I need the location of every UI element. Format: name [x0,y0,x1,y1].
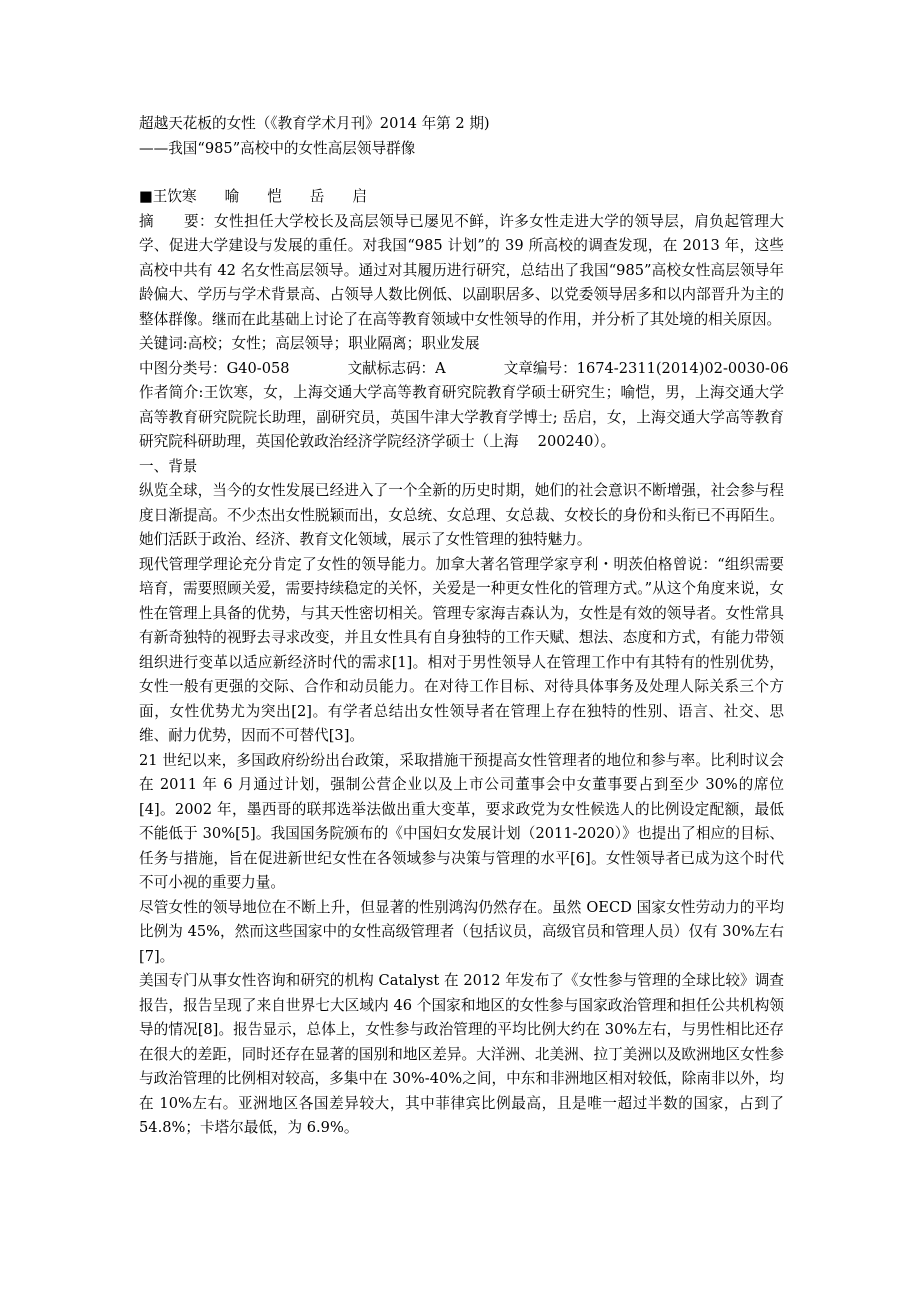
author-name: 喻 [224,188,240,205]
author-line [139,185,784,210]
clc-number: 中图分类号：G40-058 [139,359,290,377]
article-title: 超越天花板的女性（《教育学术月刊》2014 年第 2 期) [139,115,490,132]
body-paragraph: 尽管女性的领导地位在不断上升，但显著的性别鸿沟仍然存在。虽然 OECD 国家女性劳动力的平均比例为 45%，然而这些国家中的女性高级管理者（包括议员，高级官员和管理人员）仅有 30%左右[7]。 [139,898,784,965]
article-subtitle: ——我国“985”高校中的女性高层领导群像 [139,139,416,157]
spacer [139,161,784,185]
author-name: 岳 [309,188,325,205]
section-heading: 一、背景 [139,457,198,475]
author-name: 启 [352,188,368,205]
author-introduction: 作者简介:王饮寒，女，上海交通大学高等教育研究院教育学硕士研究生；喻恺，男，上海交通大学高等教育研究院院长助理，副研究员，英国牛津大学教育学博士; 岳启，女，上海交通大学高等教育研究院科研助理，英国伦敦政治经济学院经济学硕士（上海 200240）。 [139,384,784,450]
body-paragraph: 美国专门从事女性咨询和研究的机构 Catalyst 在 2012 年发布了《女性参与管理的全球比较》调查报告，报告呈现了来自世界七大区域内 46 个国家和地区的女性参与国家政治管理和担任公共机构领导的情况[8]。报告显示，总体上，女性参与政治管理的平均比例大约在 30%左右，与男性相比还存在很大的差距，同时还存在显著的国别和地区差异。大洋洲、北美洲、拉丁美洲以及欧洲地区女性参与政治管理的比例相对较高，多集中在 30%-40%之间，中东和非洲地区相对较低，除南非以外，均在 10%左右。亚洲地区各国差异较大，其中菲律宾比例最高，且是唯一超过半数的国家，占到了 54.8%；卡塔尔最低，为 6.9%。 [139,972,784,1136]
body-paragraph: 现代管理学理论充分肯定了女性的领导能力。加拿大著名管理学家亨利・明茨伯格曾说：“组织需要培育，需要照顾关爱，需要持续稳定的关怀，关爱是一种更女性化的管理方式。”从这个角度来说，女性在管理上具备的优势，与其天性密切相关。管理专家海吉森认为，女性是有效的领导者。女性常具有新奇独特的视野去寻求改变，并且女性具有自身独特的工作天赋、想法、态度和方式，有能力带领组织进行变革以适应新经济时代的需求[1]。相对于男性领导人在管理工作中有其特有的性别优势，女性一般有更强的交际、合作和动员能力。在对待工作目标、对待具体事务及处理人际关系三个方面，女性优势尤为突出[2]。有学者总结出女性领导者在管理上存在独特的性别、语言、社交、思维、耐力优势，因而不可替代[3]。 [139,555,784,744]
body-paragraph: 纵览全球，当今的女性发展已经进入了一个全新的历史时期，她们的社会意识不断增强，社会参与程度日渐提高。不少杰出女性脱颖而出，女总统、女总理、女总裁、女校长的身份和头衔已不再陌生。她们活跃于政治、经济、教育文化领域，展示了女性管理的独特魅力。 [139,482,784,548]
article-body [139,112,789,1141]
article-number: 文章编号：1674-2311(2014)02-0030-06 [503,359,789,377]
body-paragraph: 21 世纪以来，多国政府纷纷出台政策，采取措施干预提高女性管理者的地位和参与率。比利时议会在 2011 年 6 月通过计划，强制公营企业以及上市公司董事会中女董事要占到至少 30%的席位[4]。2002 年，墨西哥的联邦选举法做出重大变革，要求政党为女性候选人的比例设定配额，最低不能低于 30%[5]。我国国务院颁布的《中国妇女发展计划（2011-2020）》也提出了相应的目标、任务与措施，旨在促进新世纪女性在各领域参与决策与管理的水平[6]。女性领导者已成为这个时代不可小视的重要力量。 [139,751,784,891]
keywords: 关键词:高校；女性；高层领导；职业隔离；职业发展 [139,335,480,352]
author-name: 恺 [267,188,282,205]
abstract: 摘 要：女性担任大学校长及高层领导已屡见不鲜，许多女性走进大学的领导层，肩负起管理大学、促进大学建设与发展的重任。对我国“985 计划”的 39 所高校的调查发现，在 2013 年，这些高校中共有 42 名女性高层领导。通过对其履历进行研究，总结出了我国“985”高校女性高层领导年龄偏大、学历与学术背景高、占领导人数比例低、以副职居多、以党委领导居多和以内部晋升为主的整体群像。继而在此基础上讨论了在高等教育领域中女性领导的作用，并分析了其处境的相关原因。 [139,212,784,328]
document-code: 文献标志码：A [347,359,446,377]
classification-line [139,357,789,382]
author-name: ■王饮寒 [139,188,197,205]
